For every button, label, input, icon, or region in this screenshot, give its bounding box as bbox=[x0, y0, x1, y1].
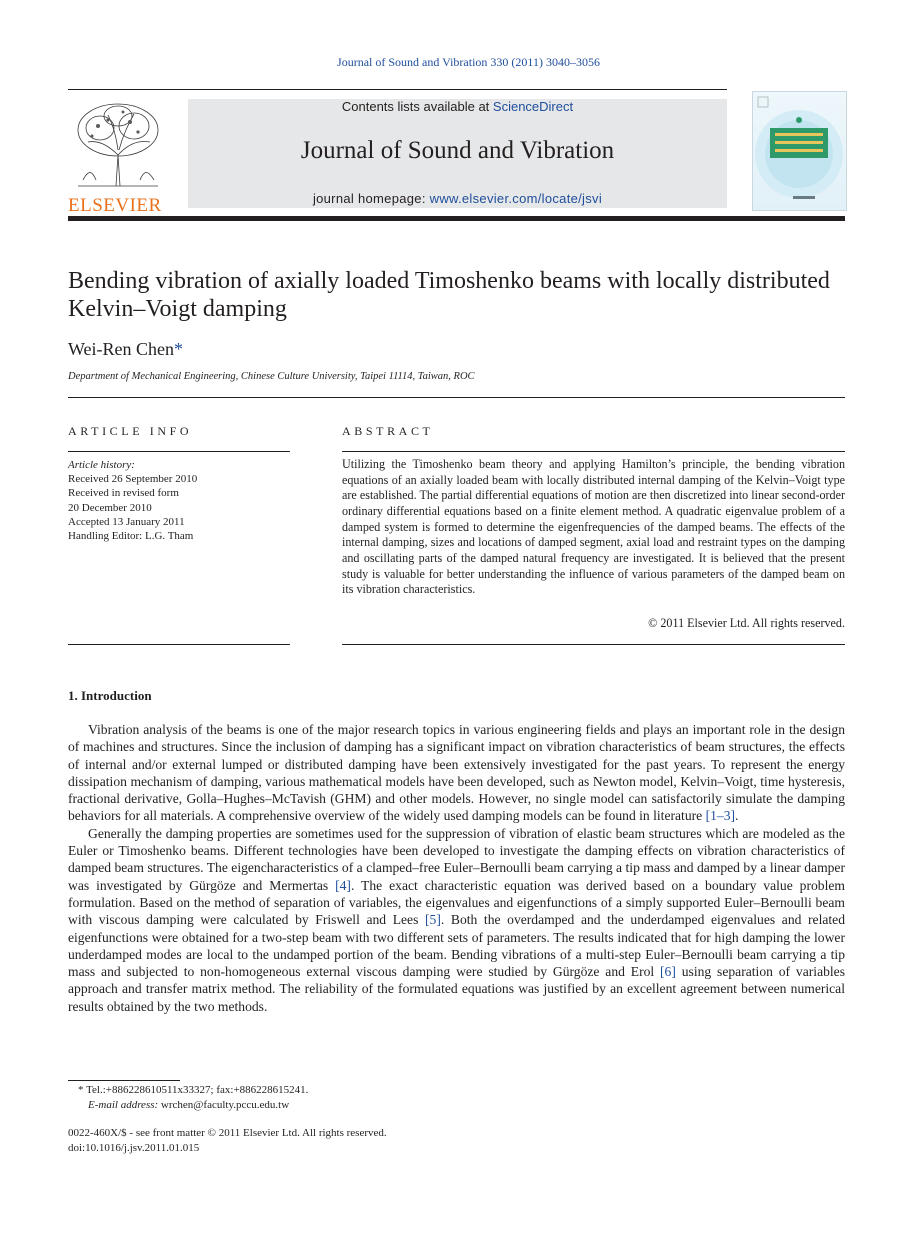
article-info-rule-top bbox=[68, 451, 290, 452]
sciencedirect-link[interactable]: ScienceDirect bbox=[492, 99, 574, 114]
author-line bbox=[68, 339, 183, 360]
paragraph-text: Vibration analysis of the beams is one of the major research topics in various engineering fields and plays an important role in the design of machines and structures. Since the inclusion of damping has a significant impact on vibration characteristics of beam structures, the effects of internal and/or external lumped or distributed damping have been extensively investigated for the past years. To represent the energy dissipation mechanism of damping, various mathematical models have been developed, such as Newton model, Kelvin–Voigt, time hysteresis, fractional derivative, Golla–Hughes–McTavish (GHM) and other models. However, no single model can satisfactorily simulate the damping behaviors for all materials. A comprehensive overview of the widely used damping models can be found in literature bbox=[68, 722, 845, 824]
paragraph-text: . Both the overdamped and the underdamped eigenvalues and related eigenfunctions were obtained for a two-step beam with two different sets of parameters. The results indicated that for high damping the lower underdamped modes are local to the undamped portion of the beam. Bending vibrations of a multi-step Euler–Bernoulli beam carrying a tip mass and subjected to non-homogeneous external viscous damping were studied by Gürgöze and Erol bbox=[68, 912, 845, 980]
author-name: Wei-Ren Chen bbox=[68, 339, 175, 359]
section-heading-introduction: 1. Introduction bbox=[68, 688, 152, 703]
paragraph-text: Generally the damping properties are sometimes used for the suppression of vibration of elastic beam structures which are modeled as the Euler or Timoshenko beams. Different technologies have been developed to investigate the damping effects on vibration characteristics of damped beam structures. The eigencharacteristics of a clamped–free Euler–Bernoulli beam carrying a tip mass and damped by a linear damper was investigated by Gürgöze and Mermertas bbox=[68, 825, 845, 893]
journal-name: Journal of Sound and Vibration bbox=[300, 137, 615, 164]
paragraph bbox=[68, 825, 845, 1015]
elsevier-logo bbox=[68, 100, 168, 216]
paragraph-text: using separation of variables approach and transfer matrix method. The reliability of the formulated equations was justified by an excellent agreement between numerical results obtained by the two methods. bbox=[68, 964, 845, 1014]
paragraph-text: . bbox=[735, 808, 739, 824]
footnote-tel: * Tel.:+886228610511x33327; fax:+886228615241. bbox=[78, 1084, 309, 1096]
history-item: 20 December 2010 bbox=[68, 501, 152, 514]
journal-cover-icon bbox=[753, 92, 846, 210]
abstract-text: Utilizing the Timoshenko beam theory and applying Hamilton’s principle, the bending vibration equations of an axially loaded beam with locally distributed internal damping of the Kelvin–Voigt type are established. The partial differential equations of motion are then discretized into linear second-order ordinary differential equations based on a finite element method. A quadratic eigenvalue problem of a damped system is formed to determine the eigenfrequencies of the damped beams. The effects of the internal damping, sizes and locations of damped segment, axial load and restraint types on the damping and oscillating parts of the damped natural frequency are investigated. It is believed that the present study is valuable for better understanding the influence of various parameters of the damped beam on its vibration characteristics. bbox=[342, 457, 845, 597]
contents-prefix: Contents lists available at bbox=[341, 99, 493, 114]
title-rule bbox=[68, 397, 845, 398]
article-title: Bending vibration of axially loaded Timoshenko beams with locally distributed Kelvin–Voigt damping bbox=[68, 268, 830, 322]
article-history bbox=[68, 458, 197, 543]
journal-citation[interactable]: Journal of Sound and Vibration 330 (2011) 3040–3056 bbox=[337, 55, 600, 69]
doi-line[interactable]: doi:10.1016/j.jsv.2011.01.015 bbox=[68, 1142, 200, 1154]
author-footnote-mark[interactable]: * bbox=[174, 339, 184, 359]
article-info-rule-bottom bbox=[68, 644, 290, 645]
citation-link[interactable]: [1–3] bbox=[705, 808, 736, 824]
email-address[interactable]: wrchen@faculty.pccu.edu.tw bbox=[160, 1099, 290, 1111]
history-item: Received 26 September 2010 bbox=[68, 473, 198, 486]
homepage-line bbox=[188, 191, 727, 206]
affiliation: Department of Mechanical Engineering, Chinese Culture University, Taipei 11114, Taiwan, ROC bbox=[68, 371, 475, 382]
abstract-copyright: © 2011 Elsevier Ltd. All rights reserved. bbox=[648, 616, 845, 630]
journal-cover-thumbnail bbox=[752, 91, 847, 211]
citation-link[interactable]: [4] bbox=[335, 877, 351, 893]
front-matter-line: 0022-460X/$ - see front matter © 2011 Elsevier Ltd. All rights reserved. bbox=[68, 1127, 387, 1139]
footnote-rule bbox=[68, 1080, 180, 1081]
footnote bbox=[68, 1083, 308, 1113]
abstract-rule-top bbox=[342, 451, 845, 452]
contents-line bbox=[188, 99, 727, 114]
elsevier-tree-icon bbox=[68, 100, 168, 188]
abstract-rule-bottom bbox=[342, 644, 845, 645]
citation-link[interactable]: [6] bbox=[660, 964, 676, 980]
homepage-prefix: journal homepage: bbox=[312, 191, 430, 206]
history-item: Accepted 13 January 2011 bbox=[68, 515, 185, 528]
header-rule bbox=[68, 89, 727, 90]
email-label: E-mail address: bbox=[88, 1099, 161, 1111]
paragraph bbox=[68, 721, 845, 825]
history-item: Received in revised form bbox=[68, 487, 179, 500]
history-label: Article history: bbox=[68, 459, 135, 471]
paragraph-text: . The exact characteristic equation was derived based on a boundary value problem formulation. Based on the method of separation of variables, the eigenvalues and eigenfunctions of a simply supported Euler–Bernoulli beam with viscous damping were calculated by Friswell and Lees bbox=[68, 877, 845, 928]
history-item: Handling Editor: L.G. Tham bbox=[68, 530, 194, 543]
publisher-wordmark: ELSEVIER bbox=[68, 195, 162, 216]
citation-link[interactable]: [5] bbox=[425, 912, 441, 928]
header-thick-rule bbox=[68, 216, 845, 221]
page-footer bbox=[68, 1126, 387, 1156]
homepage-link[interactable]: www.elsevier.com/locate/jsvi bbox=[429, 191, 603, 206]
footnote-email-line bbox=[68, 1098, 308, 1113]
article-info-heading: ARTICLE INFO bbox=[68, 424, 193, 438]
introduction-body bbox=[68, 721, 845, 1015]
abstract-heading: ABSTRACT bbox=[342, 424, 434, 438]
